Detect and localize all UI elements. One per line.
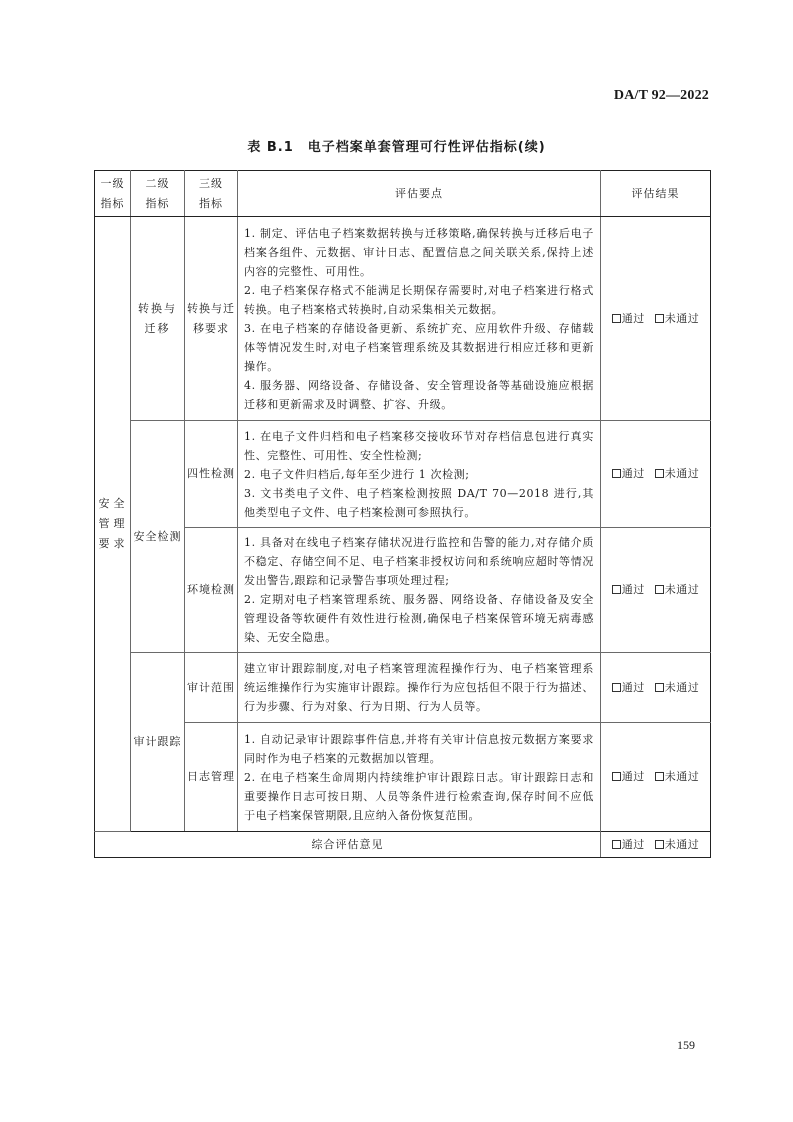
level2-cell (131, 421, 185, 653)
header-level3 (185, 171, 238, 217)
table-row (95, 723, 711, 832)
point-text: 2. 在电子档案生命周期内持续维护审计跟踪日志。审计跟踪日志和重要操作日志可按日期、人员等条件进行检索查询,保存时间不应低于电子档案保管期限,且应纳入备份恢复范围。 (244, 770, 594, 822)
table-title-text: 电子档案单套管理可行性评估指标(续) (307, 140, 546, 155)
result-cell (601, 421, 711, 528)
pass-label: 通过 (621, 680, 645, 694)
checkbox-icon[interactable] (655, 683, 664, 692)
point-text: 建立审计跟踪制度,对电子档案管理流程操作行为、电子档案管理系统运维操作行为实施审计跟踪。操作行为应包括但不限于行为描述、行为步骤、行为对象、行为日期、行为人员等。 (244, 662, 594, 713)
point-text: 1. 自动记录审计跟踪事件信息,并将有关审计信息按元数据方案要求同时作为电子档案的元数据加以管理。 (244, 732, 594, 765)
point-text: 4. 服务器、网络设备、存储设备、安全管理设备等基础设施应根据迁移和更新需求及时调整、扩容、升级。 (244, 378, 594, 411)
result-cell (601, 723, 711, 832)
result-cell (601, 528, 711, 653)
fail-label: 未通过 (664, 680, 700, 694)
level3-label: 环境检测 (187, 583, 235, 596)
point-text: 3. 在电子档案的存储设备更新、系统扩充、应用软件升级、存储载体等情况发生时,对电子档案管理系统及其数据进行相应迁移和更新操作。 (244, 321, 594, 373)
point-text: 2. 电子档案保存格式不能满足长期保存需要时,对电子档案进行格式转换。电子档案格式转换时,自动采集相关元数据。 (244, 283, 594, 316)
table-row (95, 217, 711, 421)
table-row (95, 421, 711, 528)
points-cell (238, 723, 601, 832)
level3-label: 转换与迁移要求 (187, 301, 235, 335)
checkbox-icon[interactable] (655, 840, 664, 849)
point-text: 3. 文书类电子文件、电子档案检测按照 DA/T 70—2018 进行,其他类型电子文件、电子档案检测可参照执行。 (244, 486, 594, 519)
level3-cell (185, 217, 238, 421)
checkbox-icon[interactable] (612, 840, 621, 849)
page-number: 159 (677, 1038, 695, 1052)
table-title (0, 136, 793, 155)
checkbox-icon[interactable] (655, 585, 664, 594)
level3-label: 日志管理 (187, 770, 235, 783)
summary-label: 综合评估意见 (95, 832, 601, 858)
table-row (95, 528, 711, 653)
pass-label: 通过 (621, 837, 645, 851)
fail-label: 未通过 (664, 770, 700, 783)
pass-checkbox[interactable] (612, 309, 645, 328)
pass-checkbox[interactable] (612, 464, 645, 483)
checkbox-icon[interactable] (612, 585, 621, 594)
summary-fail-checkbox[interactable] (655, 835, 700, 854)
level3-cell (185, 653, 238, 723)
points-cell (238, 217, 601, 421)
pass-label: 通过 (621, 311, 645, 325)
table-row (95, 653, 711, 723)
level1-cell (95, 217, 131, 832)
checkbox-icon[interactable] (612, 683, 621, 692)
level2-label: 转换与迁移 (138, 301, 177, 335)
points-cell (238, 421, 601, 528)
table-header-row (95, 171, 711, 217)
fail-checkbox[interactable] (655, 678, 700, 697)
table-number: 表 B.1 (247, 140, 294, 155)
point-text: 1. 制定、评估电子档案数据转换与迁移策略,确保转换与迁移后电子档案各组件、元数据、审计日志、配置信息之间关联关系,保持上述内容的完整性、可用性。 (244, 226, 594, 278)
document-code: DA/T 92—2022 (613, 88, 709, 103)
fail-label: 未通过 (664, 837, 700, 851)
pass-label: 通过 (621, 770, 645, 783)
level1-label: 安全管理要求 (98, 497, 129, 550)
checkbox-icon[interactable] (612, 314, 621, 323)
point-text: 1. 在电子文件归档和电子档案移交接收环节对存档信息包进行真实性、完整性、可用性、安全性检测; (244, 429, 594, 462)
level3-label: 四性检测 (187, 467, 235, 480)
pass-checkbox[interactable] (612, 767, 645, 786)
points-cell (238, 653, 601, 723)
fail-checkbox[interactable] (655, 580, 700, 599)
checkbox-icon[interactable] (612, 772, 621, 781)
point-text: 2. 电子文件归档后,每年至少进行 1 次检测; (244, 467, 470, 481)
level3-cell (185, 421, 238, 528)
pass-checkbox[interactable] (612, 678, 645, 697)
header-level2-label: 二级指标 (145, 176, 170, 210)
summary-row (95, 832, 711, 858)
fail-checkbox[interactable] (655, 464, 700, 483)
points-cell (238, 528, 601, 653)
level3-cell (185, 528, 238, 653)
header-level3-label: 三级指标 (199, 176, 223, 210)
result-cell (601, 653, 711, 723)
result-cell (601, 217, 711, 421)
checkbox-icon[interactable] (655, 772, 664, 781)
fail-checkbox[interactable] (655, 767, 700, 786)
header-level1-label: 一级指标 (100, 176, 125, 210)
checkbox-icon[interactable] (655, 314, 664, 323)
level2-cell (131, 217, 185, 421)
header-result: 评估结果 (601, 171, 711, 217)
pass-label: 通过 (621, 583, 645, 596)
header-points: 评估要点 (238, 171, 601, 217)
header-level2 (131, 171, 185, 217)
level2-label: 安全检测 (133, 529, 182, 543)
level2-label: 审计跟踪 (133, 735, 182, 748)
assessment-table (94, 170, 711, 858)
header-level1 (95, 171, 131, 217)
checkbox-icon[interactable] (655, 469, 664, 478)
fail-label: 未通过 (664, 583, 700, 596)
level3-label: 审计范围 (187, 680, 235, 694)
pass-label: 通过 (621, 467, 645, 480)
checkbox-icon[interactable] (612, 469, 621, 478)
level2-cell (131, 653, 185, 832)
summary-result-cell (601, 832, 711, 858)
fail-label: 未通过 (664, 467, 700, 480)
point-text: 2. 定期对电子档案管理系统、服务器、网络设备、存储设备及安全管理设备等软硬件有效性进行检测,确保电子档案保管环境无病毒感染、无安全隐患。 (244, 593, 594, 644)
fail-label: 未通过 (664, 311, 700, 325)
fail-checkbox[interactable] (655, 309, 700, 328)
pass-checkbox[interactable] (612, 580, 645, 599)
level3-cell (185, 723, 238, 832)
point-text: 1. 具备对在线电子档案存储状况进行监控和告警的能力,对存储介质不稳定、存储空间不足、电子档案非授权访问和系统响应超时等情况发出警告,跟踪和记录警告事项处理过程; (244, 536, 594, 587)
summary-pass-checkbox[interactable] (612, 835, 645, 854)
